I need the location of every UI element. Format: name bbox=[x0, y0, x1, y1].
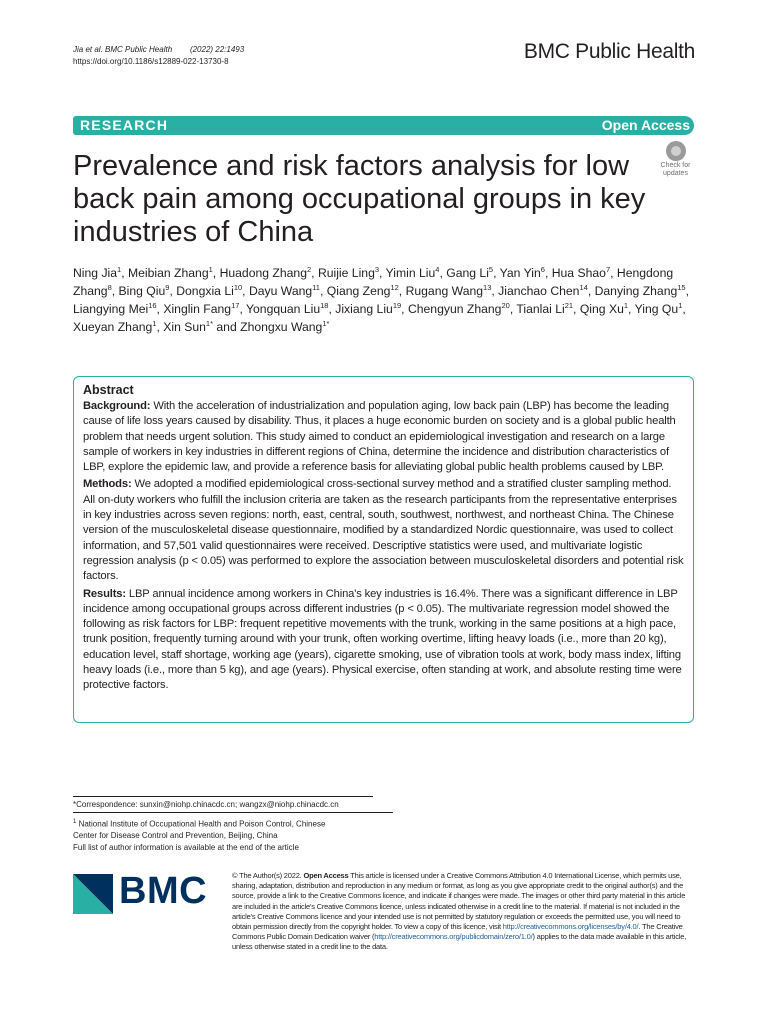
author-affiliation-sup: 1 bbox=[208, 265, 213, 274]
open-access-badge bbox=[594, 116, 694, 135]
author-name[interactable]: Zhongxu Wang$^{1*}$ bbox=[240, 319, 330, 334]
author-name[interactable]: Ruijie Ling$^3$ bbox=[317, 265, 380, 280]
author-affiliation-sup: 1* bbox=[205, 319, 214, 328]
author-affiliation-sup: 21 bbox=[564, 301, 574, 310]
author-affiliation-sup: 4 bbox=[435, 265, 440, 274]
open-access-label: Open Access bbox=[601, 117, 690, 133]
article-type-band bbox=[73, 116, 694, 135]
check-updates-line2: updates bbox=[663, 170, 688, 177]
author-affiliation-sup: 9 bbox=[165, 283, 170, 292]
author-name[interactable]: Gang Li$^5$ bbox=[446, 265, 494, 280]
author-affiliation-sup: 18 bbox=[320, 301, 329, 310]
affiliation-note bbox=[73, 812, 393, 853]
author-name[interactable]: Yimin Liu$^4$ bbox=[385, 265, 440, 280]
results-text: LBP annual incidence among workers in China's key industries is 16.4%. There was a significant difference in LBP incidence among occupational groups across different industries (p < 0.05). The multivariate regression model showed the following as risk factors for LBP: frequent repetitive movements with the trunk, working in the same positions at a high pace, trunk position, frequently turning around with your trunk, often working overtime, lifting heavy loads (i.e., more than 20 kg), education level, staff shortage, working age (years), cigarette smoking, use of vibration tools at work, body mass index, lifting heavy loads (i.e., more than 5 kg), and age (years). Physical exercise, often standing at work, and absolute resting time were protective factors. bbox=[83, 587, 682, 692]
author-affiliation-sup: 17 bbox=[231, 301, 240, 310]
citation-journal: Jia et al. BMC Public Health bbox=[73, 45, 173, 54]
author-name[interactable]: Ning Jia$^1$ bbox=[73, 265, 122, 280]
author-affiliation-sup: 1 bbox=[152, 319, 157, 328]
author-name[interactable]: Xueyan Zhang$^1$ bbox=[73, 319, 157, 334]
author-name[interactable]: Xinglin Fang$^{17}$ bbox=[163, 301, 240, 316]
author-name[interactable]: Hua Shao$^7$ bbox=[551, 265, 611, 280]
author-affiliation-sup: 1 bbox=[678, 301, 683, 310]
citation-year: (2022) 22:1493 bbox=[189, 45, 245, 54]
abstract-background bbox=[83, 399, 684, 475]
author-name[interactable]: Huadong Zhang$^2$ bbox=[219, 265, 312, 280]
author-affiliation-sup: 19 bbox=[392, 301, 402, 310]
license-link-cc-by[interactable]: http://creativecommons.org/licenses/by/4.0/ bbox=[502, 922, 639, 932]
abstract-heading: Abstract bbox=[83, 383, 134, 397]
author-name[interactable]: Qiang Zeng$^{12}$ bbox=[326, 283, 399, 298]
author-affiliation-sup: 20 bbox=[501, 301, 510, 310]
bmc-logo bbox=[73, 870, 213, 914]
author-name[interactable]: Danying Zhang$^{15}$ bbox=[594, 283, 686, 298]
author-affiliation-sup: 8 bbox=[107, 283, 112, 292]
author-affiliation-sup: 1 bbox=[623, 301, 629, 310]
author-affiliation-sup: 11 bbox=[312, 283, 320, 292]
methods-text: We adopted a modified epidemiological cross-sectional survey method and a stratified cluster sampling method. All on-duty workers who fulfill the inclusion criteria are taken as the research participants from the representative enterprises in key industries across seven regions: north, east, central, south, southwest, northwest, and northeast China. The Chinese version of the musculoskeletal disease questionnaire, modified by a standardized Nordic questionnaire, was used to collect information, and 57,501 valid questionnaires were received. Descriptive statistics were used, and multivariate logistic regression analysis (p < 0.05) was performed to explore the association between musculoskeletal disorders and potential risk factors. bbox=[83, 478, 684, 583]
author-list: Ning Jia$^1$, Meibian Zhang$^1$, Huadong Zhang$^2$, Ruijie Ling$^3$, Yimin Liu$^4$, Gang Li$^5$, Yan Yin$^6$, Hua Shao$^7$, Hengdong Zhang$^8$, Bing Qiu$^9$, Dongxia Li$^{10}$, Dayu Wang$^{11}$, Qiang Zeng$^{12}$, Rugang Wang$^{13}$, Jianchao Chen$^{14}$, Danying Zhang$^{15}$, Liangying Mei$^{16}$, Xinglin Fang$^{17}$, Yongquan Liu$^{18}$, Jixiang Liu$^{19}$, Chengyun Zhang$^{20}$, Tianlai Li$^{21}$, Qing Xu$^1$, Ying Qu$^1$, Xueyan Zhang$^1$, Xin Sun$^{1*}$ and Zhongxu Wang$^{1*}$ bbox=[73, 265, 689, 334]
license-text bbox=[232, 871, 694, 953]
citation-header bbox=[73, 44, 244, 68]
background-text: With the acceleration of industrialization and population aging, low back pain (LBP) has become the leading cause of life loss years caused by disability. Thus, it places a huge economic burden on society and is a global public health problem that needs urgent solution. This study aimed to conduct an epidemiological investigation and research on a large sample of workers in key industries in different regions of China, determine the incidence and distribution characteristics of LBP, explore the epidemic law, and provide a reference basis for alleviating global public health problems caused by LBP. bbox=[83, 400, 676, 474]
author-affiliation-sup: 6 bbox=[540, 265, 545, 274]
license-text2: . The Creative Commons Public Domain Dedication waiver ( bbox=[232, 922, 683, 942]
author-affiliation-sup: 3 bbox=[374, 265, 380, 274]
author-affiliation-sup: 14 bbox=[579, 283, 588, 292]
author-name[interactable]: Rugang Wang$^{13}$ bbox=[405, 283, 492, 298]
citation-line bbox=[73, 44, 244, 56]
research-label: RESEARCH bbox=[80, 117, 169, 133]
bmc-logo-mark-icon bbox=[73, 874, 113, 914]
author-name[interactable]: Jianchao Chen$^{14}$ bbox=[498, 283, 588, 298]
license-text3: ) applies to the data made available in this article, unless otherwise stated in a credit line to the data. bbox=[232, 932, 687, 952]
author-name[interactable]: Ying Qu$^1$ bbox=[634, 301, 683, 316]
methods-label: Methods: bbox=[83, 478, 132, 491]
author-name[interactable]: Xin Sun$^{1*}$ bbox=[163, 319, 214, 334]
journal-name: BMC Public Health bbox=[523, 40, 695, 63]
affiliation-line3: Full list of author information is available at the end of the article bbox=[73, 842, 299, 852]
author-affiliation-sup: 16 bbox=[148, 301, 157, 310]
bmc-wordmark: BMC bbox=[119, 870, 208, 912]
author-name[interactable]: Liangying Mei$^{16}$ bbox=[73, 301, 157, 316]
affiliation-line1-text: National Institute of Occupational Health and Poison Control, Chinese bbox=[78, 819, 326, 829]
abstract-methods bbox=[83, 477, 684, 584]
author-affiliation-sup: 15 bbox=[677, 283, 686, 292]
doi-link[interactable]: https://doi.org/10.1186/s12889-022-13730-8 bbox=[73, 57, 229, 66]
affiliation-line1 bbox=[73, 817, 393, 830]
license-open-access: Open Access bbox=[303, 871, 349, 880]
author-name[interactable]: Dongxia Li$^{10}$ bbox=[176, 283, 243, 298]
author-name[interactable]: Bing Qiu$^9$ bbox=[118, 283, 170, 298]
author-affiliation-sup: 1* bbox=[322, 319, 330, 328]
background-label: Background: bbox=[83, 400, 151, 412]
author-name[interactable]: Chengyun Zhang$^{20}$ bbox=[407, 301, 510, 316]
author-name[interactable]: Yan Yin$^6$ bbox=[499, 265, 545, 280]
author-name[interactable]: Yongquan Liu$^{18}$ bbox=[246, 301, 329, 316]
affiliation-line2: Center for Disease Control and Prevention, Beijing, China bbox=[73, 831, 278, 841]
author-name[interactable]: Qing Xu$^1$ bbox=[579, 301, 629, 316]
check-updates-text bbox=[657, 162, 694, 178]
author-affiliation-sup: 12 bbox=[390, 283, 399, 292]
author-name[interactable]: Meibian Zhang$^1$ bbox=[127, 265, 213, 280]
article-title: Prevalence and risk factors analysis for low back pain among occupational groups in key industries of China bbox=[73, 150, 646, 248]
correspondence-note bbox=[73, 796, 373, 810]
author-affiliation-sup: 13 bbox=[483, 283, 492, 292]
license-copyright: © The Author(s) 2022. bbox=[232, 871, 302, 880]
author-affiliation-sup: 5 bbox=[488, 265, 494, 274]
author-affiliation-sup: 1 bbox=[117, 265, 122, 274]
correspondence-text: *Correspondence: sunxin@niohp.chinacdc.cn; wangzx@niohp.chinacdc.cn bbox=[73, 800, 339, 809]
check-updates-icon bbox=[666, 141, 686, 161]
author-name[interactable]: Tianlai Li$^{21}$ bbox=[516, 301, 574, 316]
author-name[interactable]: Jixiang Liu$^{19}$ bbox=[335, 301, 402, 316]
check-for-updates-button[interactable] bbox=[657, 141, 694, 179]
license-link-cc0[interactable]: http://creativecommons.org/publicdomain/zero/1.0/ bbox=[374, 932, 533, 942]
results-label: Results: bbox=[83, 587, 126, 600]
author-affiliation-sup: 10 bbox=[233, 283, 243, 292]
affiliation-sup: 1 bbox=[73, 819, 77, 825]
author-name[interactable]: Dayu Wang$^{11}$ bbox=[248, 283, 320, 298]
author-affiliation-sup: 2 bbox=[306, 265, 312, 274]
author-affiliation-sup: 7 bbox=[605, 265, 611, 274]
authors-and: and bbox=[216, 320, 237, 334]
abstract-results bbox=[83, 587, 684, 694]
abstract-box bbox=[73, 376, 694, 723]
check-updates-line1: Check for bbox=[660, 162, 691, 169]
author-name[interactable]: Hengdong Zhang$^8$ bbox=[73, 266, 674, 298]
license-text1: This article is licensed under a Creative Commons Attribution 4.0 International License, which permits use, sharing, adaptation, distribution and reproduction in any medium or format, as long as you give appropriate credit to the original author(s) and the source, provide a link to the Creative Commons licence, and indicate if changes were made. The images or other third party material in this article are included in the article's Creative Commons licence, unless indicated otherwise in a credit line to the material. If material is not included in the article's Creative Commons licence and your intended use is not permitted by statutory regulation or exceeds the permitted use, you will need to obtain permission directly from the copyright holder. To view a copy of this licence, visit bbox=[232, 871, 686, 932]
